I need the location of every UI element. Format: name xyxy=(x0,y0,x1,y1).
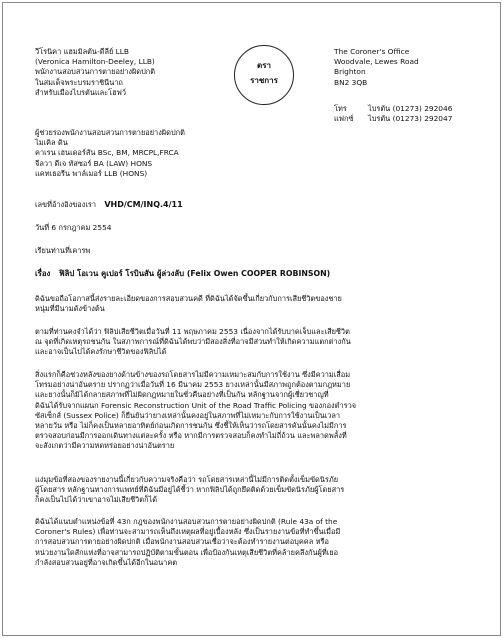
sender-title-2: ในสมเด็จพระบรมราชินีนาถ xyxy=(35,77,123,87)
salutation: เรียนท่านที่เคารพ xyxy=(35,246,91,255)
seal-line-2: ราชการ xyxy=(250,76,278,85)
office-address xyxy=(334,47,419,88)
paragraph-line: ตรวจสอบก่อนมีการออกเดินทางแต่ละครั้ง หรือ หากมีการตรวจสอบก็คงทำไม่ถี่ถ้วน และพลาดพลั้งที่ xyxy=(35,431,347,441)
assistant-name: จีลวา ดีเจ ทัสซอร์ BA (LAW) HONS xyxy=(35,158,153,168)
paragraph-line: สิ่งแรกก็คือช่วงหลังของยางด้านข้างของรถโดยสารไม่มีความเหมาะสมกับการใช้งาน ซึ่งมีความเสื่อม xyxy=(35,370,351,379)
paragraph-line: กำลังสอบสวนอยู่ที่อาจเกิดขึ้นได้อีกในอนาคต xyxy=(35,557,178,567)
sender-name-thai: วีโรนิคา แฮมมิลตัน-ดีลีย์ LLB xyxy=(35,47,129,56)
assistant-name: แคทเธอรีน พาล์เมอร์ LLB (HONS) xyxy=(35,168,148,178)
office-contacts xyxy=(334,104,452,124)
office-postcode: BN2 3QB xyxy=(334,77,368,87)
paragraph-line: จะสังเกตว่ามีความหดหร่อยอย่างน่าอันตราย xyxy=(35,441,175,451)
assistants-block xyxy=(35,128,185,179)
assistant-name: ไมเคิล ดิน xyxy=(35,138,68,148)
paragraph-4 xyxy=(35,475,475,506)
paragraph-line: โทรมอย่างน่าอันตราย ปรากฏว่าเมื่อวันที่ 16 มีนาคม 2553 ยางเหล่านั้นมีสภาพถูกต้องตามกฎหมาย xyxy=(35,380,351,390)
office-name: The Coroner's Office xyxy=(334,47,410,56)
sender-jurisdiction: สำหรับเมืองไบรตันและโฮฟว์ xyxy=(35,87,126,97)
paragraph-line: ตามที่ท่านคงจำได้ว่า ฟิลิปเสียชีวิตเมื่อวันที่ 11 พฤษภาคม 2553 เนื่องจากได้รับบาดเจ็บและเสียชีวิต xyxy=(35,327,350,336)
paragraph-line: และยางนั้นก็มิได้กลายสภาพที่ไม่ผิดกฎหมายในชั่วคืนอย่างที่เป็นกัน หลักฐานจากผู้เชี่ยวชาญที่ xyxy=(35,390,329,400)
subject-value: ฟิลิป โอเวน คูเปอร์ โรบินสัน ผู้ล่วงลับ (Felix Owen COOPER ROBINSON) xyxy=(59,269,331,278)
fax-number: ไบรตัน (01273) 292047 xyxy=(368,114,453,124)
paragraph-line: ดิฉันขอถือโอกาสนี้ส่งรายละเอียดของการสอบสวนคดี ที่ดิฉันได้จัดขึ้นเกี่ยวกับการเสียชีวิตของชาย xyxy=(35,294,342,303)
paragraph-line: การสอบสวนการตายอย่างผิดปกติ เมื่อพนักงานสอบสวนเชื่อว่าจะต้องทำรายงานต่อบุคคล หรือ xyxy=(35,537,329,547)
paragraph-line: ดิฉันได้แนบตำแหน่งข้อที่ 43ก กฎของพนักงานสอบสวนการตายอย่างผิดปกติ (Rule 43a of the xyxy=(35,517,338,526)
reference-number: VHD/CM/INQ.4/11 xyxy=(104,200,183,209)
letter-date: วันที่ 6 กรกฎาคม 2554 xyxy=(35,223,112,232)
paragraph-line: หลายวัน หรือ ไม่ก็คงเป็นหลายอาทิตย์ก่อนเกิดการชนกัน ซึ่งชี้ให้เห็นว่ารถโดยสารคันนั้นคงไม่มีการ xyxy=(35,421,347,431)
paragraph-line: ผู้โดยสาร หลักฐานทางการแพทย์ที่ดิฉันมีอยู่ได้ชี้ว่า หากฟิลิปได้ถูกยึดติดด้วยเข็มขัดนิรภัยผู้โดยสาร xyxy=(35,485,345,495)
letter-page xyxy=(2,2,501,636)
subject-label: เรื่อง xyxy=(35,269,51,278)
paragraph-line: ณ จุดที่เกิดเหตุรถชนกัน ในสภาพการณ์ที่ดิฉันได้พบว่ามีสองสิ่งที่อาจมีส่วนทำให้เกิดความแตกต่างกัน xyxy=(35,337,351,347)
reference-label: เลขที่อ้างอิงของเรา xyxy=(35,200,96,209)
phone-number: ไบรตัน (01273) 292046 xyxy=(368,104,453,113)
paragraph-line: หน่วยงานใดสักแห่งที่อาจสามารถปฏิบัติตามขั้นตอน เพื่อป้องกันเหตุเสียชีวิตที่คล้ายคลึงกันผู้ที่เยอ xyxy=(35,547,339,557)
sender-name-english: (Veronica Hamilton-Deeley, LLB) xyxy=(35,57,155,67)
assistant-name: คาเรน เฮนเดอร์สัน BSc, BM, MRCPL,FRCA xyxy=(35,148,179,158)
fax-label: แฟกซ์ xyxy=(334,114,354,124)
assistants-heading: ผู้ช่วยรองพนักงานสอบสวนการตายอย่างผิดปกติ xyxy=(35,128,185,137)
office-street: Woodvale, Lewes Road xyxy=(334,57,419,67)
paragraph-line: ซัสเซ็กส์ (Sussex Police) ก็ยืนยันว่ายางเหล่านั้นคงอยู่ในสภาพที่ไม่เหมาะกับการใช้งานเป็นเวลา xyxy=(35,410,341,420)
sender-title: พนักงานสอบสวนการตายอย่างผิดปกติ xyxy=(35,67,156,77)
paragraph-line: และอาจเป็นไปได้คงรักษาชีวิตของฟิลิปได้ xyxy=(35,347,167,357)
paragraph-line: Coroner's Rules) เพื่อท่านจะสามารถเห็นถึงเหตุผลที่อยู่เบื้องหลัง ซึ่งเป็นรายงานข้อที่ทำขึ้นเมื่อมี xyxy=(35,527,341,537)
paragraph-1 xyxy=(35,294,475,314)
paragraph-line: หนุ่มที่มีนามดังข้างต้น xyxy=(35,304,105,314)
seal-line-1: ตรา xyxy=(257,61,271,70)
phone-label: โทร xyxy=(334,104,347,113)
subject-line xyxy=(35,269,330,279)
reference-line xyxy=(35,200,183,210)
paragraph-5 xyxy=(35,517,475,568)
paragraph-2 xyxy=(35,327,475,358)
sender-block xyxy=(35,47,155,98)
paragraph-line: แง่มุมข้อที่สองของรายงานนี้เกี่ยวกับความจริงคือว่า รถโดยสารเหล่านี้ไม่มีการติดตั้งเข็มขัดนิรภัย xyxy=(35,475,339,484)
official-seal xyxy=(234,45,294,105)
paragraph-line: ดิฉันได้รับจากแผนก Forensic Reconstruction Unit of the Road Traffic Policing ของกองตำรวจ xyxy=(35,400,357,410)
office-city: Brighton xyxy=(334,67,366,77)
paragraph-line: ก็คงเป็นไปได้ว่าเขาอาจไม่เสียชีวิตก็ได้ xyxy=(35,495,158,505)
paragraph-3 xyxy=(35,370,475,452)
